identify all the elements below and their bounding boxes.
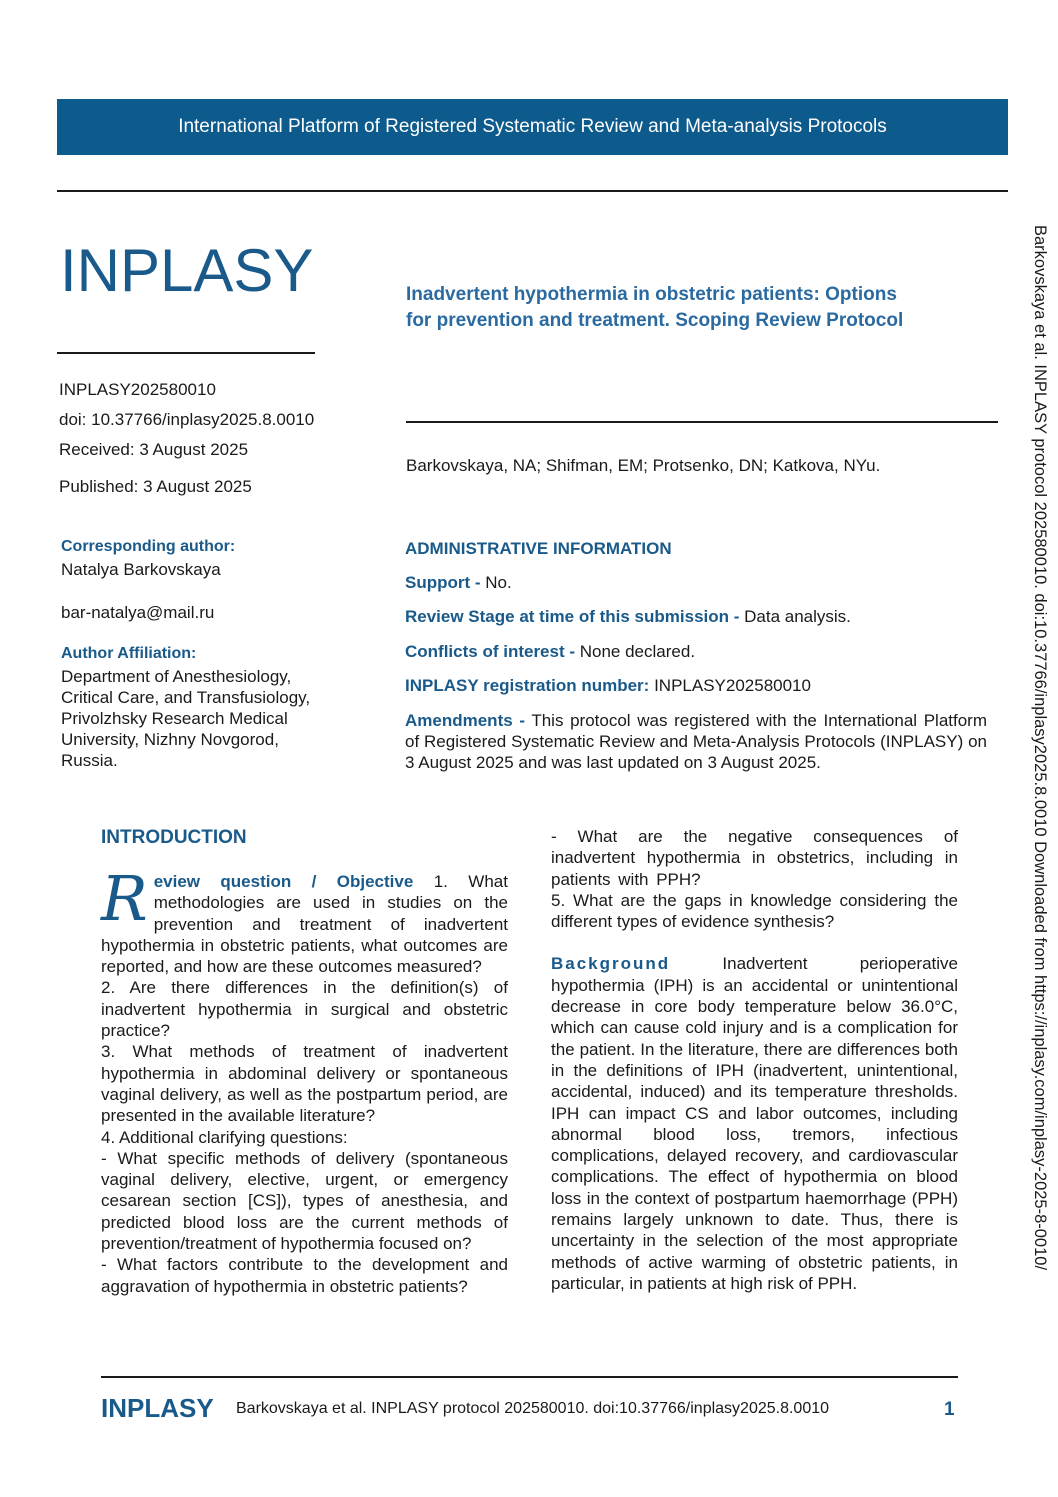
drop-cap: R [101, 862, 148, 935]
side-download-notice: Barkovskaya et al. INPLASY protocol 202580010. doi:10.37766/inplasy2025.8.0010 Downloaded from https://inplasy.com/inplasy-2025-8-0010/ [1031, 225, 1049, 1271]
corresponding-name: Natalya Barkovskaya [61, 560, 221, 579]
intro-left-column [101, 862, 508, 1297]
admin-amendments [405, 710, 987, 773]
background-paragraph [551, 953, 958, 1294]
logo-underline [57, 352, 315, 354]
title-line-2: for prevention and treatment. Scoping Review Protocol [406, 310, 904, 331]
registration-label: INPLASY registration number: [405, 676, 650, 695]
admin-stage [405, 606, 987, 627]
banner-text: International Platform of Registered Systematic Review and Meta-analysis Protocols [178, 116, 887, 137]
question-5: 5. What are the gaps in knowledge considering the different types of evidence synthesis? [551, 890, 958, 932]
affiliation-line: Critical Care, and Transfusiology, [61, 688, 311, 707]
title-divider [406, 421, 998, 423]
affiliation-heading: Author Affiliation: [61, 645, 197, 662]
admin-heading-text: ADMINISTRATIVE INFORMATION [405, 539, 672, 558]
top-divider [57, 190, 1008, 192]
admin-registration [405, 675, 987, 696]
corresponding-email: bar-natalya@mail.ru [61, 603, 215, 622]
registration-value: INPLASY202580010 [649, 676, 811, 695]
admin-heading [405, 538, 987, 559]
affiliation-line: Privolzhsky Research Medical [61, 709, 288, 728]
conflicts-value: None declared. [575, 642, 696, 661]
affiliation-line: Department of Anesthesiology, [61, 667, 292, 686]
conflicts-label: Conflicts of interest - [405, 642, 576, 661]
footer-citation: Barkovskaya et al. INPLASY protocol 202580010. doi:10.37766/inplasy2025.8.0010 [236, 1400, 830, 1417]
platform-banner [57, 99, 1008, 155]
affiliation-line: Russia. [61, 751, 118, 770]
author-list: Barkovskaya, NA; Shifman, EM; Protsenko, DN; Katkova, NYu. [406, 456, 881, 475]
title-line-1: Inadvertent hypothermia in obstetric patients: Options [406, 284, 897, 305]
footer-logo: INPLASY [101, 1393, 214, 1423]
inplasy-logo: INPLASY [60, 237, 314, 304]
received-date: Received: 3 August 2025 [59, 440, 249, 459]
protocol-title [406, 282, 996, 334]
stage-label: Review Stage at time of this submission - [405, 607, 740, 626]
affiliation-line: University, Nizhny Novgorod, [61, 730, 279, 749]
support-value: No. [480, 573, 512, 592]
introduction-heading: INTRODUCTION [101, 827, 247, 848]
question-4b: - What factors contribute to the development and aggravation of hypothermia in obstetric patients? [101, 1255, 508, 1296]
question-4: 4. Additional clarifying questions: [101, 1127, 348, 1147]
question-4c: - What are the negative consequences of inadvertent hypothermia in obstetrics, including in patients with PPH? [551, 827, 958, 889]
admin-conflicts [405, 641, 987, 662]
review-question-text: 1. What methodologies are used in studies on the prevention and treatment of inadvertent hypothermia in obstetric patients, what outcomes are reported, and how are these outcomes measured? [101, 872, 508, 977]
page-number: 1 [944, 1399, 955, 1420]
published-date: Published: 3 August 2025 [59, 477, 252, 496]
background-text: Inadvertent perioperative hypothermia (IPH) is an accidental or unintentional decrease in core body temperature below 36.0°C, which can cause cold injury and is a complication for the patient. In the literature, there are differences both in the definitions of IPH (inadvertent, unintentional, accidental, induced) and its temperature thresholds. IPH can impact CS and labor outcomes, including abnormal blood loss, tremors, infectious complications, delayed recovery, and cardiovascular complications. The effect of hypothermia on blood loss in the context of postpartum haemorrhage (PPH) remains largely unknown to date. Thus, there is uncertainty in the selection of the most appropriate methods of active warming of obstetric patients, in particular, in patients at high risk of PPH. [551, 954, 958, 1293]
admin-support [405, 572, 987, 593]
registration-id: INPLASY202580010 [59, 380, 216, 399]
stage-value: Data analysis. [739, 607, 851, 626]
amendments-value: This protocol was registered with the International Platform of Registered Systematic Review and Meta-Analysis Protocols (INPLASY) on 3 August 2025 and was last updated on 3 August 2025. [405, 711, 987, 772]
question-4a: - What specific methods of delivery (spontaneous vaginal delivery, elective, urgent, or emergency cesarean section [CS]), types of anesthesia, and predicted blood loss are the current methods of prevention/treatment of hypothermia focused on? [101, 1148, 508, 1254]
review-question-paragraph [101, 862, 508, 977]
corresponding-heading: Corresponding author: [61, 538, 236, 555]
background-label: Background [551, 954, 671, 974]
amendments-label: Amendments - [405, 711, 525, 730]
affiliation-text [61, 666, 341, 771]
footer-divider [101, 1376, 958, 1378]
support-label: Support - [405, 573, 481, 592]
doi: doi: 10.37766/inplasy2025.8.0010 [59, 410, 315, 429]
intro-right-column [551, 826, 958, 1294]
review-question-label: eview question / Objective [153, 872, 414, 891]
question-3: 3. What methods of treatment of inadvertent hypothermia in abdominal delivery or spontaneous vaginal delivery, as well as the postpartum period, are presented in the available literature? [101, 1042, 508, 1126]
question-2: 2. Are there differences in the definition(s) of inadvertent hypothermia in surgical and obstetric practice? [101, 978, 508, 1041]
